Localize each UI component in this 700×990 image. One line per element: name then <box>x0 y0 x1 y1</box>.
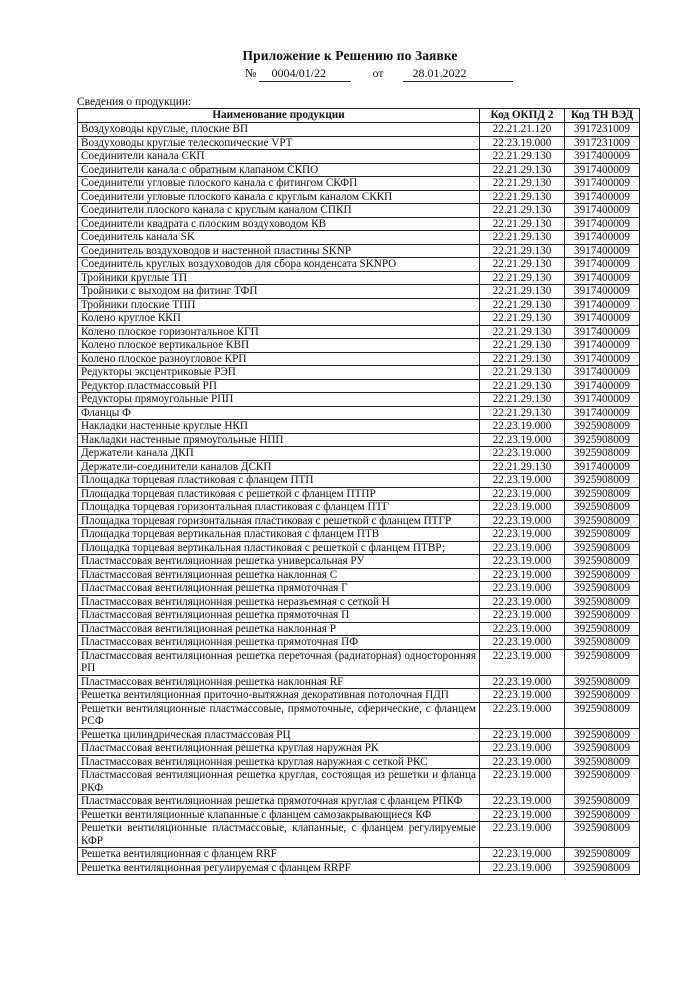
okpd2-code-cell: 22.23.19.000 <box>480 649 565 675</box>
product-name-cell: Тройники плоские ТПП <box>78 298 480 312</box>
table-row <box>78 568 640 582</box>
table-row <box>78 808 640 822</box>
number-label: № <box>245 66 257 80</box>
okpd2-code-cell: 22.21.29.130 <box>480 190 565 204</box>
okpd2-code-cell: 22.21.29.130 <box>480 366 565 380</box>
product-name-cell: Площадка торцевая горизонтальная пластиковая с фланцем ПТГ <box>78 501 480 515</box>
okpd2-code-cell: 22.21.29.130 <box>480 312 565 326</box>
table-row <box>78 474 640 488</box>
tnved-code-cell: 3925908009 <box>565 675 640 689</box>
okpd2-code-cell: 22.23.19.000 <box>480 795 565 809</box>
okpd2-code-cell: 22.21.29.130 <box>480 231 565 245</box>
okpd2-code-cell: 22.23.19.000 <box>480 609 565 623</box>
okpd2-code-cell: 22.21.29.130 <box>480 325 565 339</box>
product-name-cell: Площадка торцевая горизонтальная пластиковая с решеткой с фланцем ПТГР <box>78 514 480 528</box>
okpd2-code-cell: 22.23.19.000 <box>480 675 565 689</box>
table-row <box>78 609 640 623</box>
product-name-cell: Держатели-соединители каналов ДСКП <box>78 460 480 474</box>
table-row <box>78 822 640 848</box>
okpd2-code-cell: 22.23.19.000 <box>480 582 565 596</box>
okpd2-code-cell: 22.21.29.130 <box>480 298 565 312</box>
table-row <box>78 795 640 809</box>
product-name-cell: Тройники круглые ТП <box>78 271 480 285</box>
tnved-code-cell: 3925908009 <box>565 861 640 875</box>
table-row <box>78 163 640 177</box>
okpd2-code-cell: 22.21.29.130 <box>480 217 565 231</box>
table-row <box>78 728 640 742</box>
product-name-cell: Колено круглое ККП <box>78 312 480 326</box>
product-name-cell: Держатели канала ДКП <box>78 447 480 461</box>
okpd2-code-cell: 22.23.19.000 <box>480 728 565 742</box>
okpd2-code-cell: 22.21.29.130 <box>480 150 565 164</box>
table-row <box>78 487 640 501</box>
table-row <box>78 366 640 380</box>
product-name-cell: Воздуховоды круглые телескопические VPT <box>78 136 480 150</box>
tnved-code-cell: 3917231009 <box>565 123 640 137</box>
product-name-cell: Накладки настенные круглые НКП <box>78 420 480 434</box>
tnved-code-cell: 3917400009 <box>565 271 640 285</box>
product-name-cell: Пластмассовая вентиляционная решетка прямоточная П <box>78 609 480 623</box>
date-label: от <box>372 66 384 80</box>
table-row <box>78 136 640 150</box>
tnved-code-cell: 3917400009 <box>565 393 640 407</box>
table-row <box>78 217 640 231</box>
table-row <box>78 689 640 703</box>
tnved-code-cell: 3917400009 <box>565 204 640 218</box>
okpd2-code-cell: 22.21.29.130 <box>480 271 565 285</box>
tnved-code-cell: 3917400009 <box>565 339 640 353</box>
table-caption: Сведения о продукции: <box>77 96 192 108</box>
product-name-cell: Решетка вентиляционная регулируемая с фланцем RRPF <box>78 861 480 875</box>
product-name-cell: Соединители плоского канала с круглым каналом СПКП <box>78 204 480 218</box>
tnved-code-cell: 3925908009 <box>565 433 640 447</box>
table-row <box>78 352 640 366</box>
table-row <box>78 433 640 447</box>
table-row <box>78 702 640 728</box>
tnved-code-cell: 3917231009 <box>565 136 640 150</box>
table-row <box>78 285 640 299</box>
okpd2-code-cell: 22.23.19.000 <box>480 528 565 542</box>
tnved-code-cell: 3917400009 <box>565 177 640 191</box>
tnved-code-cell: 3925908009 <box>565 487 640 501</box>
okpd2-code-cell: 22.23.19.000 <box>480 474 565 488</box>
table-row <box>78 769 640 795</box>
table-row <box>78 420 640 434</box>
tnved-code-cell: 3917400009 <box>565 352 640 366</box>
okpd2-code-cell: 22.23.19.000 <box>480 755 565 769</box>
tnved-code-cell: 3925908009 <box>565 848 640 862</box>
decision-date: 28.01.2022 <box>403 66 513 82</box>
okpd2-code-cell: 22.23.19.000 <box>480 555 565 569</box>
okpd2-code-cell: 22.23.19.000 <box>480 447 565 461</box>
tnved-code-cell: 3925908009 <box>565 514 640 528</box>
tnved-code-cell: 3925908009 <box>565 702 640 728</box>
okpd2-code-cell: 22.23.19.000 <box>480 541 565 555</box>
okpd2-code-cell: 22.23.19.000 <box>480 501 565 515</box>
product-name-cell: Соединитель круглых воздуховодов для сбора конденсата SKNPO <box>78 258 480 272</box>
tnved-code-cell: 3925908009 <box>565 769 640 795</box>
table-header-row <box>78 109 640 123</box>
product-name-cell: Пластмассовая вентиляционная решетка круглая наружная РК <box>78 742 480 756</box>
table-row <box>78 528 640 542</box>
product-name-cell: Решетки вентиляционные пластмассовые, прямоточные, сферические, с фланцем РСФ <box>78 702 480 728</box>
tnved-code-cell: 3925908009 <box>565 742 640 756</box>
product-name-cell: Соединители угловые плоского канала с круглым каналом СККП <box>78 190 480 204</box>
product-name-cell: Редукторы прямоугольные РПП <box>78 393 480 407</box>
okpd2-code-cell: 22.21.29.130 <box>480 460 565 474</box>
tnved-code-cell: 3925908009 <box>565 622 640 636</box>
product-name-cell: Колено плоское разноугловое КРП <box>78 352 480 366</box>
okpd2-code-cell: 22.23.19.000 <box>480 636 565 650</box>
tnved-code-cell: 3917400009 <box>565 406 640 420</box>
tnved-code-cell: 3925908009 <box>565 795 640 809</box>
table-row <box>78 460 640 474</box>
tnved-code-cell: 3925908009 <box>565 609 640 623</box>
okpd2-code-cell: 22.23.19.000 <box>480 742 565 756</box>
product-name-cell: Соединители канала СКП <box>78 150 480 164</box>
table-row <box>78 742 640 756</box>
okpd2-code-cell: 22.23.19.000 <box>480 433 565 447</box>
product-name-cell: Площадка торцевая вертикальная пластиковая с фланцем ПТВ <box>78 528 480 542</box>
table-row <box>78 848 640 862</box>
okpd2-code-cell: 22.23.19.000 <box>480 622 565 636</box>
tnved-code-cell: 3917400009 <box>565 366 640 380</box>
okpd2-code-cell: 22.21.29.130 <box>480 258 565 272</box>
product-name-cell: Воздуховоды круглые, плоские ВП <box>78 123 480 137</box>
product-name-cell: Пластмассовая вентиляционная решетка наклонная RF <box>78 675 480 689</box>
okpd2-code-cell: 22.21.29.130 <box>480 204 565 218</box>
product-name-cell: Редукторы эксцентриковые РЭП <box>78 366 480 380</box>
product-name-cell: Соединители канала с обратным клапаном СКПО <box>78 163 480 177</box>
okpd2-code-cell: 22.23.19.000 <box>480 420 565 434</box>
okpd2-code-cell: 22.23.19.000 <box>480 808 565 822</box>
table-row <box>78 406 640 420</box>
tnved-code-cell: 3917400009 <box>565 460 640 474</box>
tnved-code-cell: 3925908009 <box>565 528 640 542</box>
product-name-cell: Фланцы Ф <box>78 406 480 420</box>
document-header <box>0 48 700 64</box>
page-title: Приложение к Решению по Заявке <box>242 48 458 63</box>
tnved-code-cell: 3917400009 <box>565 163 640 177</box>
table-row <box>78 675 640 689</box>
okpd2-code-cell: 22.23.19.000 <box>480 487 565 501</box>
products-table <box>77 108 640 875</box>
tnved-code-cell: 3917400009 <box>565 298 640 312</box>
tnved-code-cell: 3925908009 <box>565 420 640 434</box>
tnved-code-cell: 3917400009 <box>565 217 640 231</box>
okpd2-code-cell: 22.21.29.130 <box>480 285 565 299</box>
table-row <box>78 501 640 515</box>
product-name-cell: Пластмассовая вентиляционная решетка круглая наружная с сеткой РКС <box>78 755 480 769</box>
table-row <box>78 541 640 555</box>
product-name-cell: Пластмассовая вентиляционная решетка неразъемная с сеткой Н <box>78 595 480 609</box>
product-name-cell: Соединитель канала SK <box>78 231 480 245</box>
okpd2-code-cell: 22.21.29.130 <box>480 244 565 258</box>
tnved-code-cell: 3925908009 <box>565 689 640 703</box>
table-row <box>78 123 640 137</box>
product-name-cell: Площадка торцевая вертикальная пластиковая с решеткой с фланцем ПТВР; <box>78 541 480 555</box>
okpd2-code-cell: 22.23.19.000 <box>480 595 565 609</box>
okpd2-code-cell: 22.23.19.000 <box>480 568 565 582</box>
table-row <box>78 622 640 636</box>
tnved-code-cell: 3917400009 <box>565 379 640 393</box>
tnved-code-cell: 3917400009 <box>565 190 640 204</box>
okpd2-code-cell: 22.23.19.000 <box>480 769 565 795</box>
decision-reference <box>245 66 513 82</box>
tnved-code-cell: 3925908009 <box>565 636 640 650</box>
okpd2-code-cell: 22.23.19.000 <box>480 861 565 875</box>
tnved-code-cell: 3917400009 <box>565 231 640 245</box>
tnved-code-cell: 3925908009 <box>565 728 640 742</box>
table-row <box>78 271 640 285</box>
table-row <box>78 379 640 393</box>
okpd2-code-cell: 22.21.29.130 <box>480 406 565 420</box>
product-name-cell: Пластмассовая вентиляционная решетка прямоточная круглая с фланцем РПКФ <box>78 795 480 809</box>
product-name-cell: Тройники с выходом на фитинг ТФП <box>78 285 480 299</box>
application-number: 0004/01/22 <box>259 66 351 82</box>
table-row <box>78 447 640 461</box>
product-name-cell: Колено плоское вертикальное КВП <box>78 339 480 353</box>
table-row <box>78 298 640 312</box>
product-name-cell: Соединители угловые плоского канала с фитингом СКФП <box>78 177 480 191</box>
product-name-cell: Пластмассовая вентиляционная решетка универсальная РУ <box>78 555 480 569</box>
okpd2-code-cell: 22.23.19.000 <box>480 822 565 848</box>
tnved-code-cell: 3925908009 <box>565 541 640 555</box>
okpd2-code-cell: 22.23.19.000 <box>480 514 565 528</box>
tnved-code-cell: 3917400009 <box>565 244 640 258</box>
tnved-code-cell: 3917400009 <box>565 258 640 272</box>
product-name-cell: Пластмассовая вентиляционная решетка прямоточная ПФ <box>78 636 480 650</box>
product-name-cell: Площадка торцевая пластиковая с фланцем ПТП <box>78 474 480 488</box>
okpd2-code-cell: 22.23.19.000 <box>480 848 565 862</box>
column-header-name: Наименование продукции <box>78 109 480 123</box>
table-row <box>78 177 640 191</box>
product-name-cell: Решетка вентиляционная приточно-вытяжная декоративная потолочная ПДП <box>78 689 480 703</box>
product-name-cell: Пластмассовая вентиляционная решетка прямоточная Г <box>78 582 480 596</box>
table-row <box>78 231 640 245</box>
column-header-tnved: Код ТН ВЭД <box>565 109 640 123</box>
product-name-cell: Решетки вентиляционные клапанные с фланцем самозакрывающиеся КФ <box>78 808 480 822</box>
table-row <box>78 555 640 569</box>
okpd2-code-cell: 22.21.29.130 <box>480 177 565 191</box>
tnved-code-cell: 3917400009 <box>565 285 640 299</box>
tnved-code-cell: 3925908009 <box>565 447 640 461</box>
okpd2-code-cell: 22.23.19.000 <box>480 136 565 150</box>
tnved-code-cell: 3925908009 <box>565 822 640 848</box>
tnved-code-cell: 3917400009 <box>565 150 640 164</box>
product-name-cell: Площадка торцевая пластиковая с решеткой с фланцем ПТПР <box>78 487 480 501</box>
table-row <box>78 244 640 258</box>
tnved-code-cell: 3925908009 <box>565 649 640 675</box>
tnved-code-cell: 3925908009 <box>565 555 640 569</box>
tnved-code-cell: 3925908009 <box>565 755 640 769</box>
tnved-code-cell: 3925908009 <box>565 808 640 822</box>
okpd2-code-cell: 22.21.29.130 <box>480 379 565 393</box>
okpd2-code-cell: 22.23.19.000 <box>480 689 565 703</box>
table-row <box>78 861 640 875</box>
tnved-code-cell: 3925908009 <box>565 568 640 582</box>
okpd2-code-cell: 22.23.19.000 <box>480 702 565 728</box>
product-name-cell: Пластмассовая вентиляционная решетка переточная (радиаторная) односторонняя РП <box>78 649 480 675</box>
okpd2-code-cell: 22.21.29.130 <box>480 339 565 353</box>
product-name-cell: Колено плоское горизонтальное КГП <box>78 325 480 339</box>
table-row <box>78 595 640 609</box>
tnved-code-cell: 3925908009 <box>565 595 640 609</box>
table-row <box>78 514 640 528</box>
product-name-cell: Пластмассовая вентиляционная решетка наклонная С <box>78 568 480 582</box>
tnved-code-cell: 3925908009 <box>565 582 640 596</box>
table-row <box>78 312 640 326</box>
tnved-code-cell: 3925908009 <box>565 474 640 488</box>
table-row <box>78 649 640 675</box>
okpd2-code-cell: 22.21.29.130 <box>480 163 565 177</box>
table-row <box>78 582 640 596</box>
tnved-code-cell: 3917400009 <box>565 325 640 339</box>
product-name-cell: Редуктор пластмассовый РП <box>78 379 480 393</box>
product-name-cell: Накладки настенные прямоугольные НПП <box>78 433 480 447</box>
table-row <box>78 204 640 218</box>
okpd2-code-cell: 22.21.29.130 <box>480 352 565 366</box>
product-name-cell: Решетка вентиляционная с фланцем RRF <box>78 848 480 862</box>
product-name-cell: Пластмассовая вентиляционная решетка круглая, состоящая из решетки и фланца РКФ <box>78 769 480 795</box>
table-row <box>78 325 640 339</box>
table-row <box>78 258 640 272</box>
product-name-cell: Решетка цилиндрическая пластмассовая РЦ <box>78 728 480 742</box>
okpd2-code-cell: 22.21.21.120 <box>480 123 565 137</box>
table-row <box>78 190 640 204</box>
table-row <box>78 339 640 353</box>
product-name-cell: Соединители квадрата с плоским воздуховодом КВ <box>78 217 480 231</box>
table-row <box>78 393 640 407</box>
tnved-code-cell: 3925908009 <box>565 501 640 515</box>
column-header-okpd: Код ОКПД 2 <box>480 109 565 123</box>
table-row <box>78 150 640 164</box>
table-row <box>78 755 640 769</box>
product-name-cell: Соединитель воздуховодов и настенной пластины SKNP <box>78 244 480 258</box>
table-row <box>78 636 640 650</box>
product-name-cell: Пластмассовая вентиляционная решетка наклонная Р <box>78 622 480 636</box>
okpd2-code-cell: 22.21.29.130 <box>480 393 565 407</box>
product-name-cell: Решетки вентиляционные пластмассовые, клапанные, с фланцем регулируемые КФР <box>78 822 480 848</box>
tnved-code-cell: 3917400009 <box>565 312 640 326</box>
